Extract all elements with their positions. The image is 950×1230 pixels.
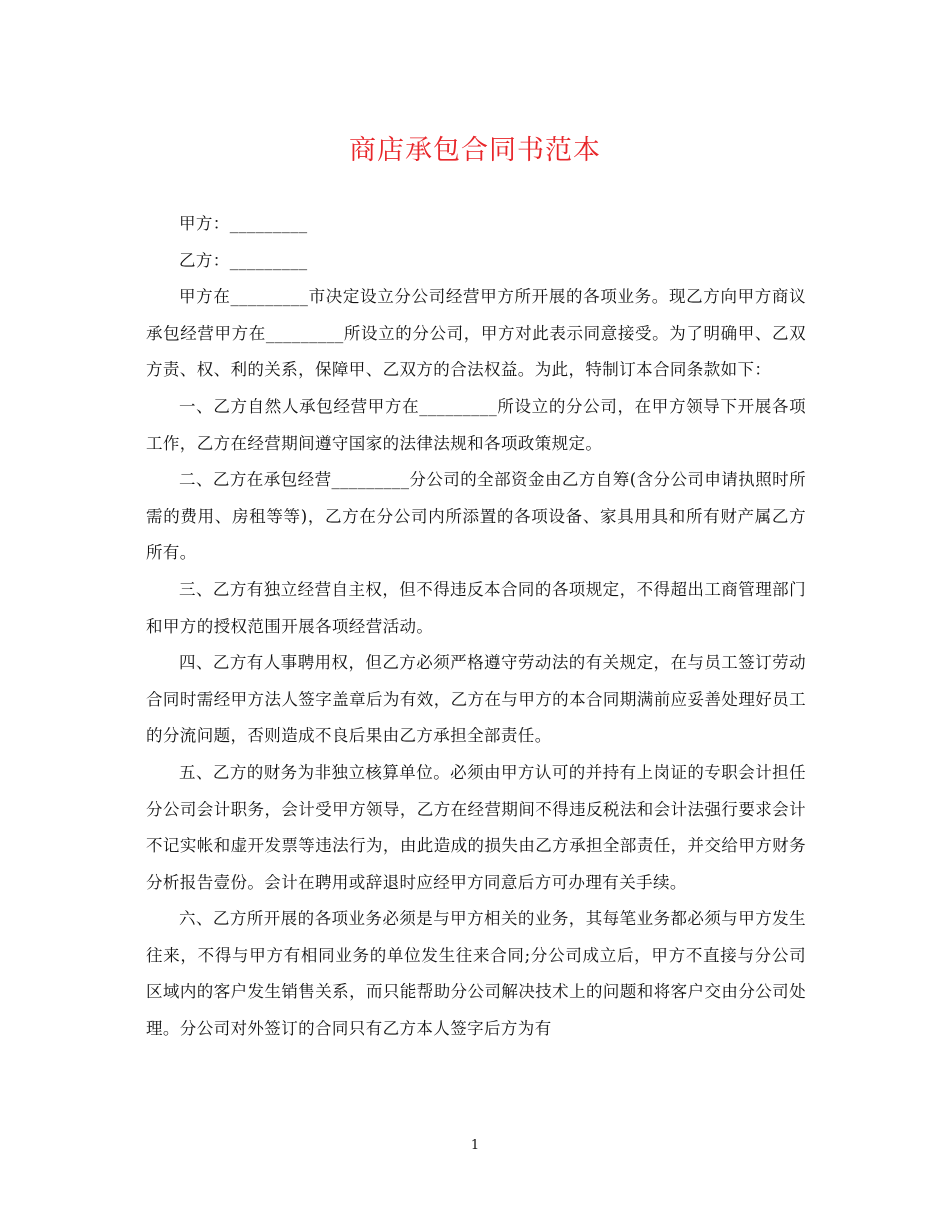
party-b-label: 乙方：	[179, 250, 230, 270]
party-a-label: 甲方：	[179, 214, 230, 233]
document-body	[146, 206, 806, 1048]
paragraph-clause-4: 四、乙方有人事聘用权，但乙方必须严格遵守劳动法的有关规定，在与员工签订劳动合同时需经甲方法人签字盖章后为有效，乙方在与甲方的本合同期满前应妥善处理好员工的分流问题，否则造成不良后果由乙方承担全部责任。	[146, 653, 806, 746]
paragraph-clause-5: 五、乙方的财务为非独立核算单位。必须由甲方认可的并持有上岗证的专职会计担任分公司会计职务，会计受甲方领导，乙方在经营期间不得违反税法和会计法强行要求会计不记实帐和虚开发票等违法行为，由此造成的损失由乙方承担全部责任，并交给甲方财务分析报告壹份。会计在聘用或辞退时应经甲方同意后方可办理有关手续。	[146, 762, 806, 892]
page-number: 1	[470, 1138, 480, 1153]
paragraph-clause-1: 一、乙方自然人承包经营甲方在_________所设立的分公司，在甲方领导下开展各项工作，乙方在经营期间遵守国家的法律法规和各项政策规定。	[146, 396, 806, 453]
party-b-blank: _________	[229, 250, 308, 270]
party-a-line	[146, 206, 806, 243]
paragraph-clause-6: 六、乙方所开展的各项业务必须是与甲方相关的业务，其每笔业务都必须与甲方发生往来，不得与甲方有相同业务的单位发生往来合同;分公司成立后，甲方不直接与分公司区域内的客户发生销售关系，而只能帮助分公司解决技术上的问题和将客户交由分公司处理。分公司对外签订的合同只有乙方本人签字后方为有	[146, 909, 806, 1039]
paragraph-clause-3: 三、乙方有独立经营自主权，但不得违反本合同的各项规定，不得超出工商管理部门和甲方的授权范围开展各项经营活动。	[146, 579, 806, 636]
paragraph-preamble: 甲方在_________市决定设立分公司经营甲方所开展的各项业务。现乙方向甲方商议承包经营甲方在_________所设立的分公司，甲方对此表示同意接受。为了明确甲、乙双方责、权、利的关系，保障甲、乙双方的合法权益。为此，特制订本合同条款如下：	[146, 287, 806, 380]
party-b-line	[146, 243, 806, 280]
party-a-blank: _________	[229, 214, 308, 233]
paragraph-clause-2: 二、乙方在承包经营_________分公司的全部资金由乙方自筹(含分公司申请执照时所需的费用、房租等等)，乙方在分公司内所添置的各项设备、家具用具和所有财产属乙方所有。	[146, 470, 806, 563]
document-title: 商店承包合同书范本	[349, 135, 601, 166]
